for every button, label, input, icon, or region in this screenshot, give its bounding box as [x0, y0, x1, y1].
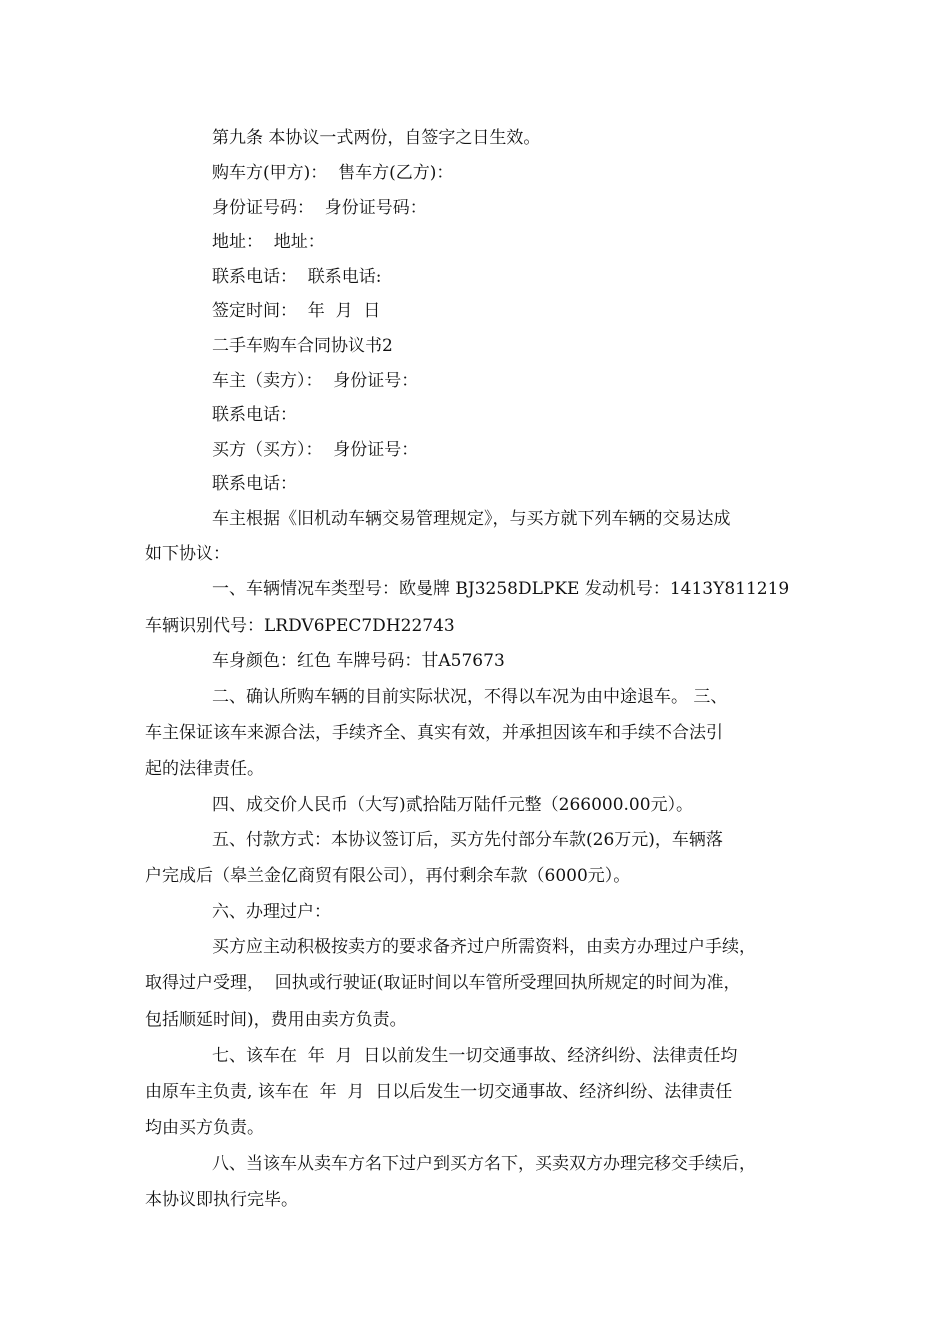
- clause-seven: 七、该车在 年 月 日以前发生一切交通事故、经济纠纷、法律责任均: [212, 1046, 738, 1066]
- clause-seven-cont-2: 均由买方负责。: [145, 1118, 264, 1138]
- clause-three-cont: 起的法律责任。: [145, 759, 264, 779]
- id-number-labels: 身份证号码： 身份证号码：: [212, 198, 427, 218]
- owner-seller-label: 车主（卖方）： 身份证号：: [212, 371, 419, 391]
- signing-date: 签定时间： 年 月 日: [212, 301, 381, 321]
- vehicle-vin: 车辆识别代号：LRDV6PEC7DH22743: [145, 616, 455, 636]
- clause-five-cont: 户完成后（皋兰金亿商贸有限公司），再付剩余车款（6000元）。: [145, 866, 631, 886]
- clause-six-title: 六、办理过户：: [212, 902, 331, 922]
- intro-paragraph: 车主根据《旧机动车辆交易管理规定》，与买方就下列车辆的交易达成: [212, 509, 731, 529]
- clause-eight-cont: 本协议即执行完毕。: [145, 1190, 298, 1210]
- clause-six-body-2: 取得过户受理， 回执或行驶证(取证时间以车管所受理回执所规定的时间为准，: [145, 973, 741, 993]
- vehicle-color-plate: 车身颜色：红色 车牌号码：甘A57673: [212, 651, 505, 671]
- clause-two: 二、确认所购车辆的目前实际状况，不得以车况为由中途退车。 三、: [212, 687, 728, 707]
- address-labels: 地址： 地址：: [212, 232, 325, 252]
- clause-five-payment: 五、付款方式：本协议签订后，买方先付部分车款(26万元)，车辆落: [212, 830, 723, 850]
- contract-title-2: 二手车购车合同协议书2: [212, 336, 393, 356]
- clause-six-body: 买方应主动积极按卖方的要求备齐过户所需资料，由卖方办理过户手续，: [212, 937, 756, 957]
- clause-three: 车主保证该车来源合法，手续齐全、真实有效，并承担因该车和手续不合法引: [145, 723, 723, 743]
- buyer-label: 买方（买方）： 身份证号：: [212, 440, 419, 460]
- owner-phone-label: 联系电话：: [212, 405, 297, 425]
- clause-nine: 第九条 本协议一式两份，自签字之日生效。: [212, 128, 541, 148]
- vehicle-info: 一、车辆情况车类型号：欧曼牌 BJ3258DLPKE 发动机号：1413Y811219: [212, 579, 790, 599]
- clause-four-price: 四、成交价人民币（大写)贰拾陆万陆仟元整（266000.00元）。: [212, 795, 694, 815]
- phone-labels: 联系电话： 联系电话:: [212, 267, 382, 287]
- intro-paragraph-cont: 如下协议：: [145, 544, 230, 564]
- clause-eight: 八、当该车从卖车方名下过户到买方名下，买卖双方办理完移交手续后，: [212, 1154, 756, 1174]
- buyer-phone-label: 联系电话：: [212, 474, 297, 494]
- buyer-seller-labels: 购车方(甲方)： 售车方(乙方)：: [212, 163, 454, 183]
- clause-seven-cont: 由原车主负责, 该车在 年 月 日以后发生一切交通事故、经济纠纷、法律责任: [145, 1082, 733, 1102]
- clause-six-body-3: 包括顺延时间)，费用由卖方负责。: [145, 1010, 407, 1030]
